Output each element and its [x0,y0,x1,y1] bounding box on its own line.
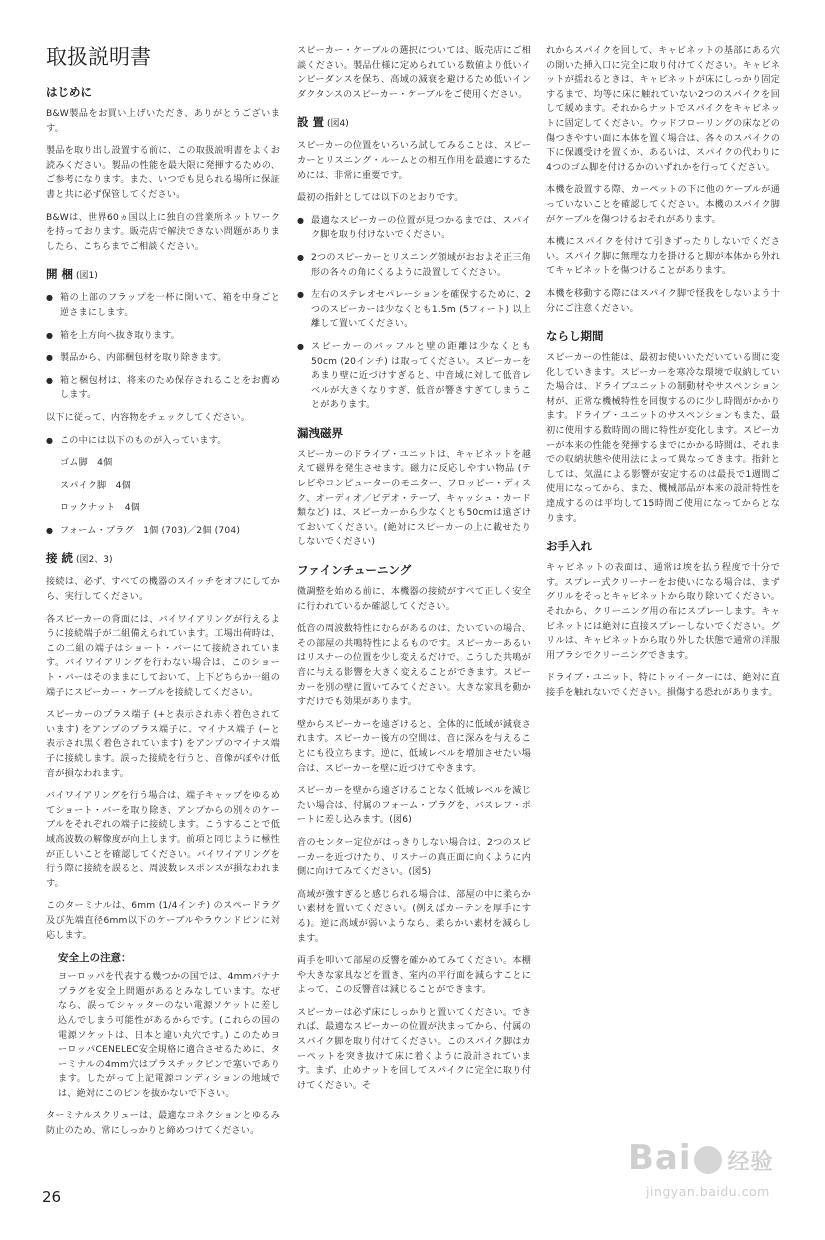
spike-paragraph: 本機にスパイクを付けて引きずったりしないでください。スパイク脚に無理な力を掛けると脚が本体から外れてキャビネットを傷つけることがあります。 [546,237,780,277]
breakin-paragraph: スピーカーの性能は、最初お使いいただいている間に変化していきます。スピーカーを寒冷な環境で収納していた場合は、ドライブユニットの制動材やサスペンション材が、正常な機械特性を回復するのに少し時間がかかります。ドライブ・ユニットのサスペンションもまた、最初に使用する数時間の間に特性が変化します。スピーカーが本来の性能を発揮するまでにかかる時間は、それまでの収納状態や使用法によって異なってきます。指針としては、気温による影響が安定するのは最長で1週間ご使用になってから、また、機械部品が本来の設計特性を達成するのは平均して15時間ご使用になってからとなります。 [546,353,780,524]
list-item: ● フォーム・プラグ 1個 (703)／2個 (704) [46,524,280,539]
column-2 [297,44,531,1101]
finetuning-paragraph: 音のセンター定位がはっきりしない場合は、2つのスピーカーを近づけたり、リスナーの真正面に向くように内側に向けてみてください。(図5) [297,837,531,878]
safety-note [58,951,280,1101]
connect-figure-ref: (図2、3) [76,555,113,566]
care-paragraph: キャビネットの表面は、通常は埃を払う程度で十分です。スプレー式クリーナーをお使いになる場合は、まずグリルをそっとキャビネットから取り除いてください。それから、クリーニング用の布にスプレーします。キャビネットには絶対に直接スプレーしないでください。グリルは、キャビネットから取り外した状態で通常の洋服用ブラシでクリーニングできます。 [546,563,780,661]
watermark-logo-text: Bai [628,1138,692,1178]
unpack-heading [46,266,280,284]
list-item: ● この中には以下のものが入っています。 [46,434,280,449]
finetuning-paragraph: 壁からスピーカーを遠ざけると、全体的に低域が減衰されます。スピーカー後方の空間は、音に深みを与えることにも役立ちます。逆に、低域レベルを増加させたい場合は、スピーカーを壁に近づけてやきます。 [297,719,531,774]
placement-paragraph: 最初の指針としては以下のとおりです。 [297,193,464,204]
column-1 [46,44,280,1147]
list-item: ● 箱と梱包材は、将来のため保存されることをお薦めします。 [46,374,280,403]
spike-paragraph: 本機を設置する際、カーペットの下に他のケーブルが通っていないことを確認してください。本機のスパイク脚がケーブルを傷つけるおそれがあります。 [546,185,780,225]
list-item: ● 箱を上方向へ抜き取ります。 [46,329,280,344]
list-item: ● 左右のステレオセパレーションを確保するために、2つのスピーカーは少なくとも1.5m (5フィート) 以上離して置いてください。 [297,288,531,332]
contents-item: スパイク脚 4個 [60,480,131,491]
finetuning-paragraph: 両手を叩いて部屋の反響を確かめてみてください。本棚や大きな家具などを置き、室内の平行面を減らすことによって、この反響音は減じることができます。 [297,956,531,996]
list-item: ● 最適なスピーカーの位置が見つかるまでは、スパイク脚を取り付けないでください。 [297,214,531,243]
finetuning-paragraph: 低音の周波数特性にむらがあるのは、たいていの場合、その部屋の共鳴特性によるものです。スピーカーあるいはリスナーの位置を少し変えるだけで、こうした共鳴が音に与える影響を大きく変えることができます。スピーカーを別の壁に置いてみてください。大きな家具を動かすだけでも効果があります。 [297,624,531,708]
spike-paragraph: 本機を移動する際にはスパイク脚で怪我をしないよう十分にご注意ください。 [546,288,780,314]
placement-heading-text: 設 置 [297,115,325,130]
list-item: ● 2つのスピーカーとリスニング領域がおおよそ正三角形の各々の角にくるように設置してください。 [297,251,531,280]
watermark-logo [628,1138,798,1183]
breakin-heading: ならし期間 [546,329,604,344]
finetuning-heading: ファインチューニング [297,563,412,578]
baidu-watermark [628,1138,798,1234]
connect-paragraph: このターミナルは、6mm (1/4インチ) のスペードラグ及び先端直径6mm以下のケーブルやラウンドピンに対応します。 [46,901,280,941]
contents-plug-list [46,524,280,539]
care-heading: お手入れ [546,539,592,554]
placement-figure-ref: (図4) [327,119,349,130]
intro-paragraph: B&Wは、世界60ヵ国以上に独自の営業所ネットワークを持っております。販売店で解決できない問題がありましたら、こちらまでご相談ください。 [46,212,280,252]
spike-paragraph: れからスパイクを回して、キャビネットの基部にある穴の開いた挿入口に完全に取り付けてください。キャビネットが揺れるときは、キャビネットが床にしっかり固定するまで、均等に床に触れていない2つのスパイクを回して緩めます。それからナットでスパイクをキャビネットに固定してください。ウッドフローリングの床などの傷つきやすい面に本体を置く場合は、各々のスパイクの下に保護受けを置くか、あるいは、スパイクの代わりに4つのゴム脚を付けるかのいずれかを行ってください。 [546,46,780,173]
contents-intro: 以下に従って、内容物をチェックしてください。 [46,412,251,423]
list-item: ● 箱の上部のフラップを一杯に開いて、箱を中身ごと逆さまにします。 [46,291,280,320]
paw-icon [694,1146,722,1174]
care-paragraph: ドライブ・ユニット、特にトゥイーターには、絶対に直接手を触れないでください。損傷する恐れがあります。 [546,673,780,698]
finetuning-paragraph: スピーカーは必ず床にしっかりと置いてください。できれば、最適なスピーカーの位置が決まってから、付属のスパイク脚を取り付けてください。このスパイク脚はカーペットを突き抜けて床に着くように設計されています。まず、止めナットを回してスパイクに完全に取り付けてください。そ [297,1007,531,1091]
unpack-heading-text: 開 梱 [46,267,74,282]
list-item: ● スピーカーのバッフルと壁の距離は少なくとも50cm (20インチ) は取ってください。スピーカーをあまり壁に近づけすぎると、中音域に対して低音レベルが大きくなりすぎ、低音が響きすぎてしまうことがあります。 [297,340,531,413]
column-3 [546,44,780,709]
placement-heading [297,114,531,132]
magnetic-heading: 漏洩磁界 [297,425,343,440]
connect-paragraph: バイワイアリングを行う場合は、端子キャップをゆるめてショート・バーを取り除き、アンプからの別々のケーブルをそれぞれの端子に接続します。こうすることで低域高波数の解像度が向上します。前項と同じように極性が正しいことを確認してください。バイワイアリングを行う際に接続を誤ると、周波数レスポンスが損なわれます。 [46,791,280,889]
connect-heading-text: 接 続 [46,551,74,566]
cable-paragraph: スピーカー・ケーブルの選択については、販売店にご相談ください。製品仕様に定められている数値より低いインピーダンスを保ち、高域の減衰を避けるため低いインダクタンスのスピーカー・ケーブルをご使用ください。 [297,46,531,100]
intro-paragraph: B&W製品をお買い上げいただき、ありがとうございます。 [46,109,280,134]
magnetic-paragraph: スピーカーのドライブ・ユニットは、キャビネットを越えて磁界を発生させます。磁力に反応しやすい物品 (テレビやコンピューターのモニター、フロッピー・ディスク、オーディオ／ビデオ・テープ、キャッシュ・カード類など) は、スピーカーから少なくとも50cmは遠ざけておいてください。(絶対にスピーカーの上に載せたりしないでください) [297,449,531,548]
connect-heading [46,550,280,568]
contents-list [46,434,280,449]
finetuning-paragraph: スピーカーを壁から遠ざけることなく低域レベルを減じたい場合は、付属のフォーム・プラグを、バスレフ・ポートに差し込みます。(図6) [297,786,531,826]
watermark-logo-jingyan: 经验 [727,1150,774,1175]
page-number: 26 [42,1188,62,1206]
list-item: ● 製品から、内部梱包材を取り除きます。 [46,351,280,366]
finetuning-paragraph: 微調整を始める前に、本機器の接続がすべて正しく安全に行われているか確認してください。 [297,587,531,612]
contents-item: ゴム脚 4個 [60,458,113,469]
safety-paragraph: ヨーロッパを代表する幾つかの国では、4mmバナナプラグを安全上問題があるとみなしています。なぜなら、誤ってシャッターのない電源ソケットに差し込んでしまう可能性があるからです。(これらの国の電源ソケットは、日本と違い丸穴です。) このためヨーロッパCENELEC安全規格に適合させるために、ターミナルの4mm穴はプラスチックピンで塞いであります。したがって上記電源コンディションの地域では、絶対にこのピンを抜かないで下さい。 [58,972,280,1099]
connect-paragraph: 各スピーカーの背面には、バイワイアリングが行えるように接続端子が二組備えられています。工場出荷時は、この二組の端子はショート・バーにて接続されています。バイワイアリングを行わない場合は、このショート・バーはそのままにしておいて、上下どちらか一組の端子にスピーカー・ケーブルを接続してください。 [46,614,280,698]
unpack-list [46,291,280,403]
contents-item: ロックナット 4個 [60,503,140,514]
placement-list [297,214,531,413]
connect-paragraph: 接続は、必ず、すべての機器のスイッチをオフにしてから、実行してください。 [46,577,280,603]
intro-heading: はじめに [46,85,92,99]
safety-heading: 安全上の注意： [58,952,132,965]
watermark-url: jingyan.baidu.com [646,1184,770,1199]
terminal-paragraph: ターミナルスクリューは、最適なコネクションとゆるみ防止のため、常にしっかりと締めつけてください。 [46,1111,280,1137]
unpack-figure-ref: (図1) [76,271,98,282]
placement-paragraph: スピーカーの位置をいろいろ試してみることは、スピーカーとリスニング・ルームとの相互作用を最適にするためには、非常に重要です。 [297,141,531,181]
intro-paragraph: 製品を取り出し設置する前に、この取扱説明書をよくお読みください。製品の性能を最大限に発揮するための、ご参考になります。また、いつでも見られる場所に保証書と共に必ず保管してください。 [46,146,280,200]
finetuning-paragraph: 高域が強すぎると感じられる場合は、部屋の中に柔らかい素材を置いてください。(例えばカーテンを厚手にする)。逆に高域が弱いようなら、柔らかい素材を減らします。 [297,889,531,944]
page-title: 取扱説明書 [46,45,151,69]
connect-paragraph: スピーカーのプラス端子 (+と表示され赤く着色されています) をアンプのプラス端子に、マイナス端子 (−と表示され黒く着色されています) をアンプのマイナス端子に接続します。誤った接続を行うと、音像がぼやけ低音が損なわれます。 [46,710,280,779]
